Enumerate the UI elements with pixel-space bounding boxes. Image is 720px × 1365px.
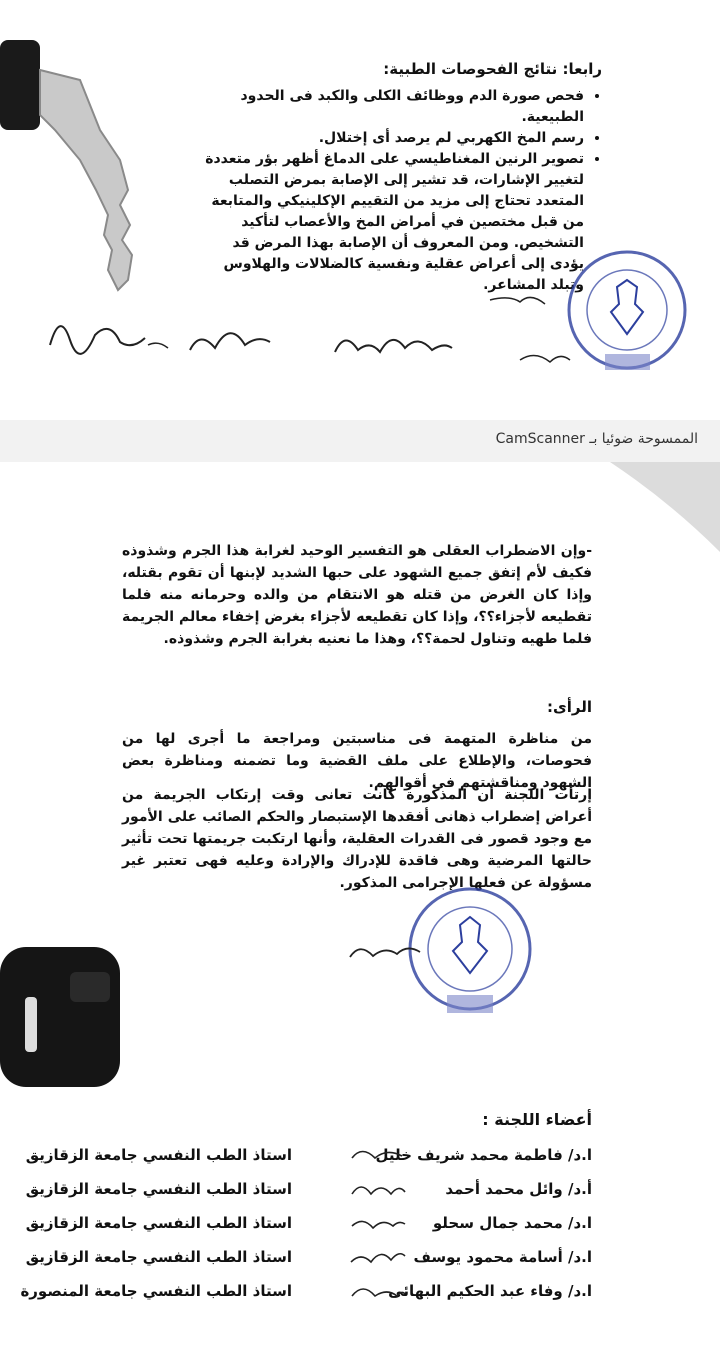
scanned-page-2 bbox=[0, 462, 720, 1365]
member-name: ا.د/ محمد جمال سحلو bbox=[432, 1214, 592, 1232]
scanned-page-1 bbox=[0, 0, 720, 420]
opinion-paragraph: إرتأت اللجنة أن المذكورة كانت تعانى وقت إرتكاب الجريمة من أعراض إضطراب ذهانى أفقدها الإستبصار والحكم الصائب على الأمور مع وجود قصور فى القدرات العقلية، وأنها ارتكبت جريمتها تحت تأثير حالتها المرضية وهى فاقدة للإدراك والإرادة وعليه فهى تعتبر غير مسؤولة عن فعلها الإجرامى المذكور. bbox=[122, 787, 592, 891]
committee-member bbox=[12, 1146, 592, 1170]
member-title: استاذ الطب النفسي جامعة الزقازيق bbox=[25, 1180, 292, 1198]
findings-list bbox=[202, 86, 602, 296]
member-name: ا.د/ وفاء عبد الحكيم البهائى bbox=[388, 1282, 592, 1300]
member-name: أ.د/ وائل محمد أحمد bbox=[445, 1180, 592, 1198]
member-name: ا.د/ أسامة محمود يوسف bbox=[413, 1248, 592, 1266]
section-heading: رابعا: نتائج الفحوصات الطبية: bbox=[383, 60, 602, 78]
signature-row bbox=[40, 290, 600, 380]
committee-members-title: أعضاء اللجنة : bbox=[482, 1110, 592, 1129]
finding-item: • تصوير الرنين المغناطيسي على الدماغ أظهر بؤر متعددة لتغيير الإشارات، قد تشير إلى الإصابة بمرض التصلب المتعدد تحتاج إلى مزيد من التقييم الإكلينيكي والمتابعة من قبل مختصين في أمراض المخ والأعصاب لتأكيد التشخيص. ومن المعروف أن الإصابة بهذا المرض قد يؤدى إلى أعراض عقلية ونفسية كالضلالات والهلاوس وتبلد المشاعر. bbox=[202, 149, 584, 296]
signature bbox=[345, 932, 425, 972]
member-signature bbox=[347, 1276, 407, 1306]
car-key-image bbox=[0, 40, 160, 300]
scanner-caption-bar bbox=[0, 420, 720, 462]
member-name: ا.د/ فاطمة محمد شريف خليل bbox=[375, 1146, 592, 1164]
committee-member bbox=[12, 1180, 592, 1204]
paragraph: -وإن الاضطراب العقلى هو التفسير الوحيد لغرابة هذا الجرم وشذوذه فكيف لأم إتفق جميع الشهود على حبها الشديد لإبنها أن تقوم بقتله، وإذا كان الغرض من قتله هو الانتقام من والده وحرمانه منه فلما تقطيعه لأجزاء؟؟، وإذا كان تقطيعه لأجزاء بغرض إخفاء معالم الجريمة فلما طهيه وتناول لحمة؟؟، وهذا ما نعنيه بغرابة الجرم وشذوذه. bbox=[122, 543, 592, 647]
member-signature bbox=[347, 1174, 407, 1204]
finding-item: • فحص صورة الدم ووظائف الكلى والكبد فى الحدود الطبيعية. bbox=[202, 86, 584, 128]
car-key-image bbox=[0, 942, 130, 1102]
committee-member bbox=[12, 1214, 592, 1238]
member-signature bbox=[347, 1208, 407, 1238]
opinion-paragraph: من مناظرة المتهمة فى مناسبتين ومراجعة ما أجرى لها من فحوصات، والإطلاع على ملف القضية وما تضمنه ومناظرة بعض الشهود ومناقشتهم فى أقوالهم. bbox=[122, 731, 592, 791]
member-signature bbox=[347, 1242, 407, 1272]
member-signature bbox=[347, 1140, 407, 1170]
member-title: استاذ الطب النفسي جامعة الزقازيق bbox=[25, 1214, 292, 1232]
member-title: استاذ الطب النفسي جامعة الزقازيق bbox=[25, 1248, 292, 1266]
member-title: استاذ الطب النفسي جامعة الزقازيق bbox=[25, 1146, 292, 1164]
member-title: استاذ الطب النفسي جامعة المنصورة bbox=[20, 1282, 292, 1300]
opinion-heading: الرأى: bbox=[547, 698, 592, 716]
scanner-caption: الممسوحة ضوئيا بـ CamScanner bbox=[495, 431, 698, 447]
committee-member bbox=[12, 1282, 592, 1306]
paper-corner bbox=[610, 462, 720, 552]
committee-member bbox=[12, 1248, 592, 1272]
finding-item: • رسم المخ الكهربي لم يرصد أى إختلال. bbox=[202, 128, 584, 149]
